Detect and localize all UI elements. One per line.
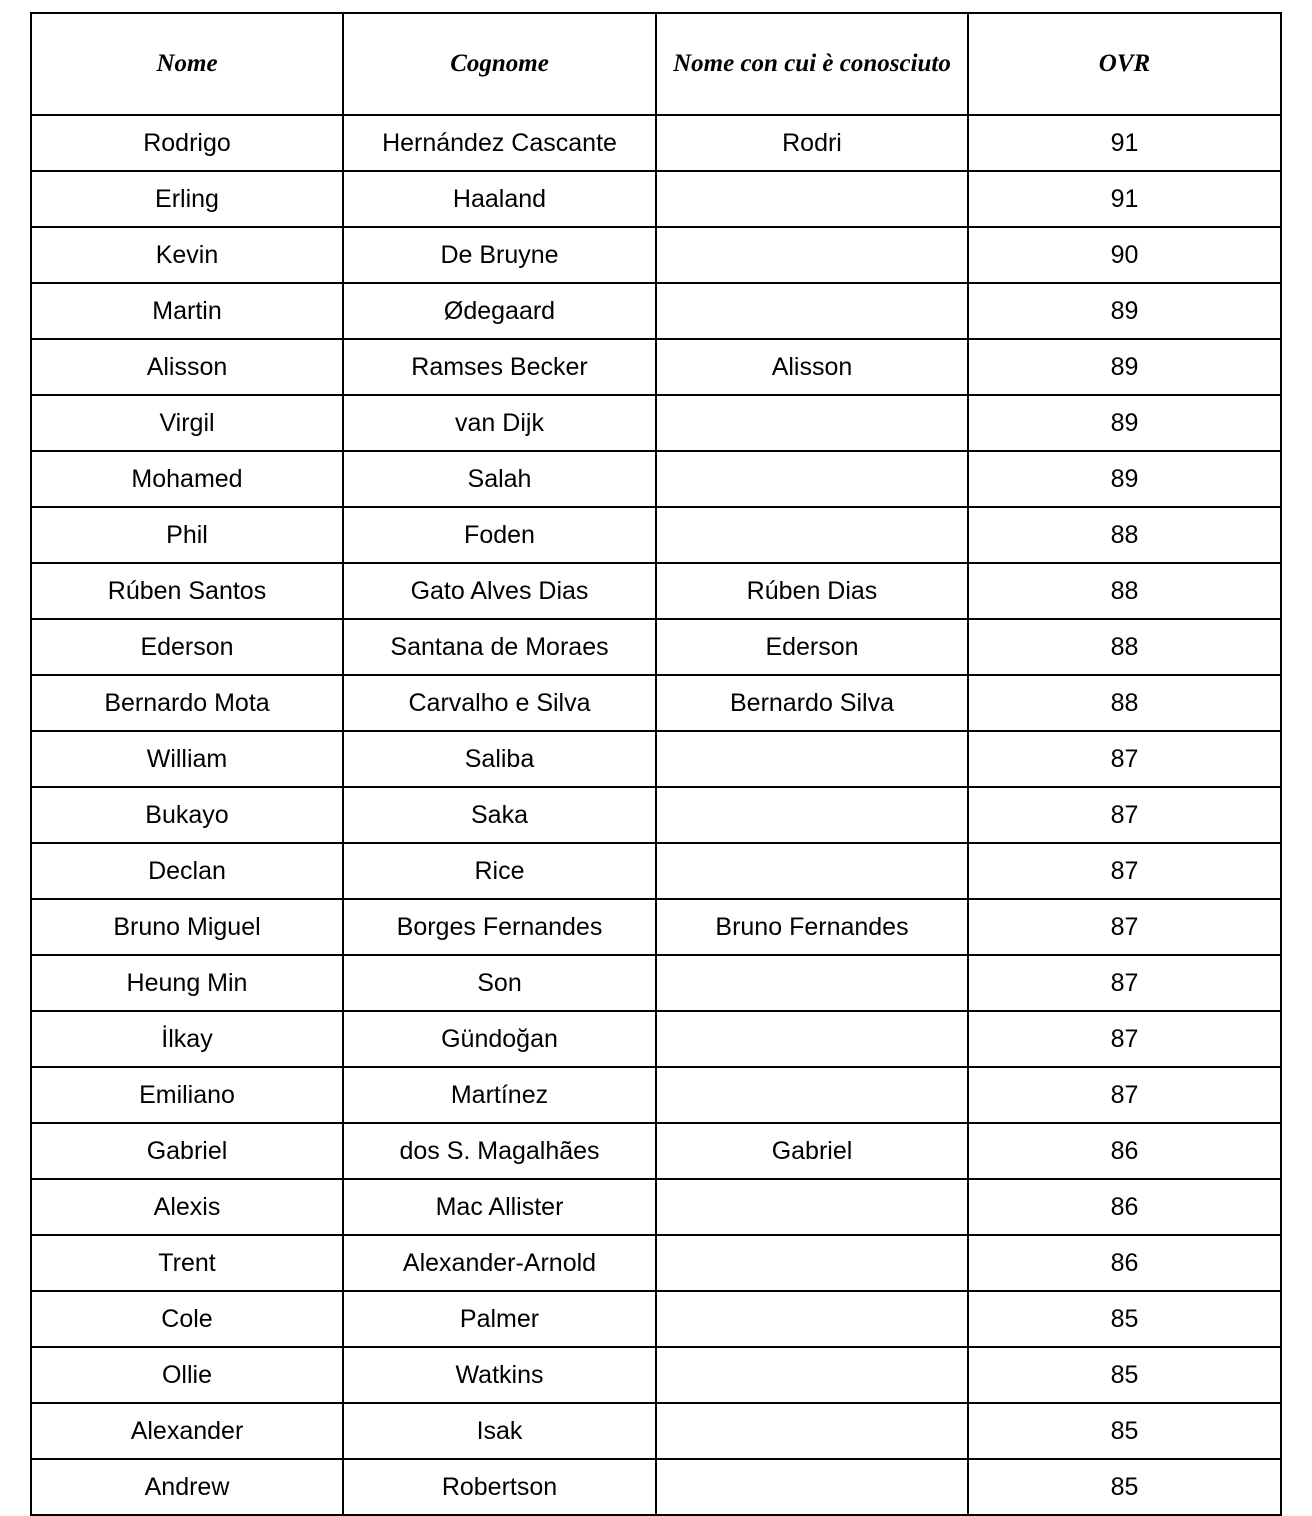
cell-ovr: 88 bbox=[968, 619, 1281, 675]
cell-cognome: Martínez bbox=[343, 1067, 656, 1123]
cell-conosciuto bbox=[656, 507, 968, 563]
cell-nome: Virgil bbox=[31, 395, 343, 451]
cell-cognome: Alexander-Arnold bbox=[343, 1235, 656, 1291]
table-row bbox=[31, 619, 1281, 675]
cell-ovr: 87 bbox=[968, 1067, 1281, 1123]
table-row bbox=[31, 563, 1281, 619]
cell-cognome: De Bruyne bbox=[343, 227, 656, 283]
cell-ovr: 87 bbox=[968, 955, 1281, 1011]
cell-ovr: 89 bbox=[968, 395, 1281, 451]
cell-ovr: 85 bbox=[968, 1459, 1281, 1515]
cell-conosciuto bbox=[656, 787, 968, 843]
cell-conosciuto bbox=[656, 395, 968, 451]
cell-nome: Ederson bbox=[31, 619, 343, 675]
table-body bbox=[31, 115, 1281, 1515]
cell-ovr: 88 bbox=[968, 507, 1281, 563]
cell-ovr: 86 bbox=[968, 1179, 1281, 1235]
cell-cognome: Haaland bbox=[343, 171, 656, 227]
table-row bbox=[31, 1235, 1281, 1291]
cell-nome: Phil bbox=[31, 507, 343, 563]
cell-nome: Alisson bbox=[31, 339, 343, 395]
cell-cognome: Hernández Cascante bbox=[343, 115, 656, 171]
table-row bbox=[31, 1179, 1281, 1235]
cell-cognome: Gündoğan bbox=[343, 1011, 656, 1067]
cell-ovr: 89 bbox=[968, 283, 1281, 339]
cell-conosciuto bbox=[656, 1011, 968, 1067]
cell-ovr: 87 bbox=[968, 843, 1281, 899]
cell-conosciuto: Bernardo Silva bbox=[656, 675, 968, 731]
cell-cognome: dos S. Magalhães bbox=[343, 1123, 656, 1179]
cell-conosciuto bbox=[656, 227, 968, 283]
cell-nome: Heung Min bbox=[31, 955, 343, 1011]
column-header-ovr: OVR bbox=[968, 13, 1281, 115]
cell-ovr: 89 bbox=[968, 339, 1281, 395]
cell-cognome: Palmer bbox=[343, 1291, 656, 1347]
cell-conosciuto bbox=[656, 843, 968, 899]
table-header-row bbox=[31, 13, 1281, 115]
cell-ovr: 88 bbox=[968, 675, 1281, 731]
player-table bbox=[30, 12, 1282, 1516]
cell-ovr: 85 bbox=[968, 1291, 1281, 1347]
cell-conosciuto bbox=[656, 1235, 968, 1291]
cell-nome: Cole bbox=[31, 1291, 343, 1347]
cell-nome: Martin bbox=[31, 283, 343, 339]
cell-conosciuto: Gabriel bbox=[656, 1123, 968, 1179]
cell-ovr: 89 bbox=[968, 451, 1281, 507]
cell-cognome: Ramses Becker bbox=[343, 339, 656, 395]
table-row bbox=[31, 339, 1281, 395]
cell-conosciuto bbox=[656, 1291, 968, 1347]
cell-ovr: 86 bbox=[968, 1235, 1281, 1291]
cell-nome: Bukayo bbox=[31, 787, 343, 843]
cell-conosciuto bbox=[656, 1347, 968, 1403]
table-row bbox=[31, 507, 1281, 563]
cell-cognome: Rice bbox=[343, 843, 656, 899]
table-row bbox=[31, 171, 1281, 227]
cell-cognome: Santana de Moraes bbox=[343, 619, 656, 675]
cell-ovr: 86 bbox=[968, 1123, 1281, 1179]
cell-conosciuto: Rodri bbox=[656, 115, 968, 171]
cell-nome: Declan bbox=[31, 843, 343, 899]
cell-nome: Rodrigo bbox=[31, 115, 343, 171]
table-row bbox=[31, 1459, 1281, 1515]
table-row bbox=[31, 1011, 1281, 1067]
table-row bbox=[31, 227, 1281, 283]
table-row bbox=[31, 955, 1281, 1011]
cell-ovr: 87 bbox=[968, 787, 1281, 843]
cell-conosciuto bbox=[656, 283, 968, 339]
table-row bbox=[31, 115, 1281, 171]
column-header-conosciuto: Nome con cui è conosciuto bbox=[656, 13, 968, 115]
cell-ovr: 87 bbox=[968, 1011, 1281, 1067]
cell-cognome: Mac Allister bbox=[343, 1179, 656, 1235]
cell-nome: Erling bbox=[31, 171, 343, 227]
cell-conosciuto bbox=[656, 171, 968, 227]
cell-cognome: Son bbox=[343, 955, 656, 1011]
cell-nome: William bbox=[31, 731, 343, 787]
cell-nome: Mohamed bbox=[31, 451, 343, 507]
table-row bbox=[31, 283, 1281, 339]
table-row bbox=[31, 1403, 1281, 1459]
cell-conosciuto bbox=[656, 1179, 968, 1235]
cell-cognome: Borges Fernandes bbox=[343, 899, 656, 955]
cell-ovr: 87 bbox=[968, 731, 1281, 787]
table-row bbox=[31, 675, 1281, 731]
table-row bbox=[31, 787, 1281, 843]
cell-conosciuto bbox=[656, 731, 968, 787]
cell-cognome: Saka bbox=[343, 787, 656, 843]
column-header-cognome: Cognome bbox=[343, 13, 656, 115]
cell-conosciuto: Alisson bbox=[656, 339, 968, 395]
cell-ovr: 88 bbox=[968, 563, 1281, 619]
cell-ovr: 87 bbox=[968, 899, 1281, 955]
table-header bbox=[31, 13, 1281, 115]
cell-nome: Kevin bbox=[31, 227, 343, 283]
cell-nome: Bernardo Mota bbox=[31, 675, 343, 731]
cell-nome: İlkay bbox=[31, 1011, 343, 1067]
cell-nome: Alexander bbox=[31, 1403, 343, 1459]
cell-cognome: Ødegaard bbox=[343, 283, 656, 339]
cell-conosciuto: Bruno Fernandes bbox=[656, 899, 968, 955]
cell-nome: Rúben Santos bbox=[31, 563, 343, 619]
cell-cognome: Foden bbox=[343, 507, 656, 563]
cell-cognome: Gato Alves Dias bbox=[343, 563, 656, 619]
cell-conosciuto bbox=[656, 1459, 968, 1515]
cell-nome: Trent bbox=[31, 1235, 343, 1291]
cell-conosciuto bbox=[656, 451, 968, 507]
table-row bbox=[31, 899, 1281, 955]
table-row bbox=[31, 1123, 1281, 1179]
cell-cognome: Salah bbox=[343, 451, 656, 507]
cell-conosciuto: Ederson bbox=[656, 619, 968, 675]
cell-conosciuto: Rúben Dias bbox=[656, 563, 968, 619]
cell-ovr: 90 bbox=[968, 227, 1281, 283]
cell-cognome: Saliba bbox=[343, 731, 656, 787]
cell-cognome: van Dijk bbox=[343, 395, 656, 451]
cell-ovr: 91 bbox=[968, 115, 1281, 171]
column-header-nome: Nome bbox=[31, 13, 343, 115]
table-row bbox=[31, 451, 1281, 507]
cell-cognome: Carvalho e Silva bbox=[343, 675, 656, 731]
table-row bbox=[31, 843, 1281, 899]
cell-ovr: 91 bbox=[968, 171, 1281, 227]
cell-conosciuto bbox=[656, 955, 968, 1011]
table-row bbox=[31, 1347, 1281, 1403]
cell-cognome: Watkins bbox=[343, 1347, 656, 1403]
table-row bbox=[31, 731, 1281, 787]
cell-nome: Alexis bbox=[31, 1179, 343, 1235]
table-row bbox=[31, 395, 1281, 451]
cell-cognome: Robertson bbox=[343, 1459, 656, 1515]
cell-nome: Ollie bbox=[31, 1347, 343, 1403]
cell-conosciuto bbox=[656, 1067, 968, 1123]
table-row bbox=[31, 1067, 1281, 1123]
cell-cognome: Isak bbox=[343, 1403, 656, 1459]
cell-ovr: 85 bbox=[968, 1347, 1281, 1403]
cell-nome: Andrew bbox=[31, 1459, 343, 1515]
cell-nome: Bruno Miguel bbox=[31, 899, 343, 955]
table-row bbox=[31, 1291, 1281, 1347]
cell-conosciuto bbox=[656, 1403, 968, 1459]
cell-nome: Emiliano bbox=[31, 1067, 343, 1123]
cell-nome: Gabriel bbox=[31, 1123, 343, 1179]
cell-ovr: 85 bbox=[968, 1403, 1281, 1459]
